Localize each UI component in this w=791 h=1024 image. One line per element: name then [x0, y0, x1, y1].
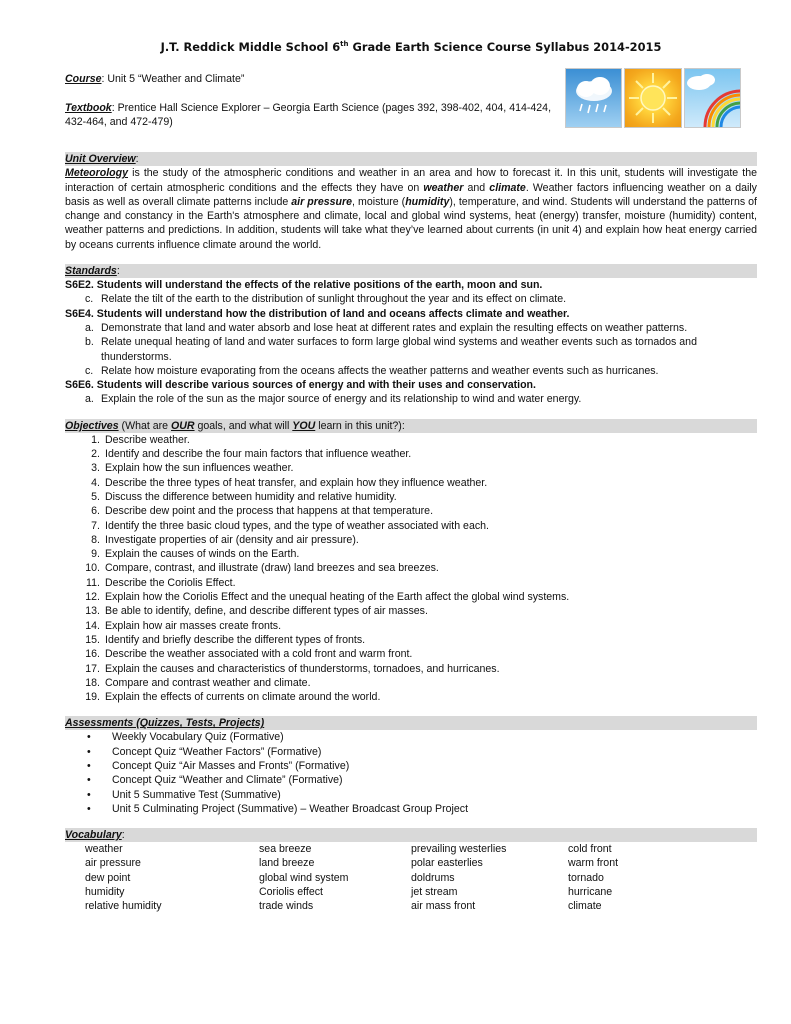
objective-text: Compare, contrast, and illustrate (draw) land breezes and sea breezes. — [105, 562, 439, 575]
assessment-item — [65, 759, 757, 773]
vocab-term: sea breeze — [259, 843, 312, 856]
vocab-term: jet stream — [411, 886, 458, 899]
assessment-text: Concept Quiz “Weather Factors” (Formative) — [112, 745, 322, 758]
objective-number: 13. — [85, 605, 100, 618]
assessment-text: Weekly Vocabulary Quiz (Formative) — [112, 731, 284, 744]
vocab-term: relative humidity — [85, 900, 162, 913]
bullet-icon: • — [87, 745, 91, 758]
objective-number: 18. — [85, 676, 100, 689]
objective-item — [65, 447, 757, 461]
objective-item — [65, 533, 757, 547]
vocab-term: tornado — [568, 871, 604, 884]
vocab-term: climate — [568, 900, 602, 913]
objective-item — [65, 690, 757, 704]
standards-list — [65, 278, 757, 407]
objective-number: 3. — [91, 462, 100, 475]
objective-number: 10. — [85, 562, 100, 575]
vocab-term: global wind system — [259, 871, 349, 884]
objective-text: Identify the three basic cloud types, and the type of weather associated with each. — [105, 519, 489, 532]
objective-text: Describe weather. — [105, 433, 190, 446]
vocabulary-grid — [65, 842, 757, 913]
objective-number: 14. — [85, 619, 100, 632]
vocab-term: hurricane — [568, 886, 613, 899]
bullet-icon: • — [87, 774, 91, 787]
objective-number: 6. — [91, 505, 100, 518]
objective-text: Identify and briefly describe the different types of fronts. — [105, 633, 366, 646]
objective-item — [65, 461, 757, 475]
standard-element: c. Relate the tilt of the earth to the distribution of sunlight throughout the year and its effect on climate. — [85, 293, 567, 306]
bullet-icon: • — [87, 802, 91, 815]
weather-images — [565, 68, 741, 128]
standard-element: a. Demonstrate that land and water absorb and lose heat at different rates and explain the resulting effects on weather patterns. — [85, 321, 688, 334]
objective-number: 19. — [85, 691, 100, 704]
vocab-term: polar easterlies — [411, 857, 483, 870]
assessment-item — [65, 802, 757, 816]
textbook-line: Textbook: Prentice Hall Science Explorer – Georgia Earth Science (pages 392, 398-402, 404, 414-424, 432-464, and 472-479) — [65, 101, 552, 128]
assessment-item — [65, 745, 757, 759]
assessment-text: Concept Quiz “Air Masses and Fronts” (Formative) — [112, 759, 350, 772]
objective-number: 1. — [91, 433, 100, 446]
bullet-icon: • — [87, 759, 91, 772]
vocab-term: weather — [85, 843, 123, 856]
page-title: J.T. Reddick Middle School 6th Grade Earth Science Course Syllabus 2014-2015 — [160, 40, 662, 54]
objective-text: Describe the weather associated with a cold front and warm front. — [105, 648, 413, 661]
objective-item — [65, 433, 757, 447]
objective-text: Explain how air masses create fronts. — [105, 619, 282, 632]
objective-item — [65, 576, 757, 590]
vocabulary-heading: Vocabulary: — [65, 828, 757, 842]
objective-text: Explain how the Coriolis Effect and the unequal heating of the Earth affect the global wind systems. — [105, 591, 570, 604]
objectives-list — [65, 433, 757, 705]
vocab-term: humidity — [85, 886, 125, 899]
syllabus-page — [65, 40, 757, 914]
objective-number: 12. — [85, 591, 100, 604]
objective-text: Explain the causes and characteristics of thunderstorms, tornadoes, and hurricanes. — [105, 662, 500, 675]
assessments-heading: Assessments (Quizzes, Tests, Projects) — [65, 716, 757, 730]
course-info — [65, 72, 757, 152]
vocab-term: cold front — [568, 843, 612, 856]
objective-item — [65, 662, 757, 676]
objective-text: Identify and describe the four main factors that influence weather. — [105, 448, 412, 461]
objective-text: Describe dew point and the process that happens at that temperature. — [105, 505, 434, 518]
objective-number: 15. — [85, 633, 100, 646]
objective-text: Describe the three types of heat transfer, and explain how they influence weather. — [105, 476, 488, 489]
overview-paragraph: Meteorology is the study of the atmospheric conditions and weather in an area and how to forecast it. In this unit, students will investigate the interaction of certain atmospheric conditions and the effects they have on weather and climate. Weather factors influencing weather on a daily basis as well as overall climate patterns include air pressure, moisture (humidity), temperature, and wind. Students will understand the patterns of change and constancy in the Earth's atmosphere and climate, local and global wind systems, heat (energy) transfer, moisture (humidity) content, weather patterns and predictions. In addition, students will take what they’ve learned about currents (in unit 4) and explain how heat energy carried by oceans currents influence climate around the world. — [65, 167, 757, 251]
objective-item — [65, 490, 757, 504]
objective-number: 4. — [91, 476, 100, 489]
vocab-term: air mass front — [411, 900, 476, 913]
objective-item — [65, 476, 757, 490]
assessments-list — [65, 730, 757, 816]
objective-number: 9. — [91, 548, 100, 561]
objective-item — [65, 647, 757, 661]
vocab-term: Coriolis effect — [259, 886, 323, 899]
objective-number: 7. — [91, 519, 100, 532]
objective-item — [65, 604, 757, 618]
overview-heading: Unit Overview: — [65, 152, 757, 166]
objective-text: Compare and contrast weather and climate. — [105, 676, 311, 689]
objective-text: Explain the effects of currents on climate around the world. — [105, 691, 381, 704]
objective-text: Investigate properties of air (density and air pressure). — [105, 533, 359, 546]
sun-icon — [624, 68, 681, 128]
objective-item — [65, 676, 757, 690]
objective-item — [65, 561, 757, 575]
objective-number: 2. — [91, 448, 100, 461]
objective-item — [65, 504, 757, 518]
objective-item — [65, 547, 757, 561]
vocab-term: trade winds — [259, 900, 314, 913]
objective-number: 17. — [85, 662, 100, 675]
objective-item — [65, 519, 757, 533]
objective-text: Discuss the difference between humidity and relative humidity. — [105, 490, 397, 503]
assessment-text: Unit 5 Culminating Project (Summative) – Weather Broadcast Group Project — [112, 802, 469, 815]
objective-item — [65, 633, 757, 647]
assessment-item — [65, 773, 757, 787]
objective-number: 8. — [91, 533, 100, 546]
objective-text: Explain how the sun influences weather. — [105, 462, 294, 475]
vocab-term: prevailing westerlies — [411, 843, 507, 856]
assessment-text: Concept Quiz “Weather and Climate” (Formative) — [112, 774, 343, 787]
bullet-icon: • — [87, 788, 91, 801]
objective-item — [65, 590, 757, 604]
bullet-icon: • — [87, 731, 91, 744]
objectives-heading: Objectives (What are OUR goals, and what will YOU learn in this unit?): — [65, 419, 757, 433]
objective-number: 16. — [85, 648, 100, 661]
standard-title: S6E6. Students will describe various sources of energy and with their uses and conservation. — [65, 379, 536, 392]
standard-element: c. Relate how moisture evaporating from the oceans affects the weather patterns and weather events such as hurricanes. — [85, 364, 659, 377]
objective-item — [65, 619, 757, 633]
assessment-text: Unit 5 Summative Test (Summative) — [112, 788, 281, 801]
assessment-item — [65, 788, 757, 802]
standard-element: a. Explain the role of the sun as the major source of energy and its relationship to wind and water energy. — [85, 393, 582, 406]
standard-element: b. Relate unequal heating of land and water surfaces to form large global wind systems and weather events such as tornados and thunderstorms. — [85, 336, 697, 363]
objective-text: Explain the causes of winds on the Earth. — [105, 548, 300, 561]
rainbow-icon — [684, 68, 741, 128]
vocab-term: warm front — [568, 857, 619, 870]
vocab-term: land breeze — [259, 857, 315, 870]
rain-cloud-icon — [565, 68, 622, 128]
standard-title: S6E4. Students will understand how the distribution of land and oceans affects climate and weather. — [65, 307, 570, 320]
vocab-term: doldrums — [411, 871, 455, 884]
course-line: Course: Unit 5 “Weather and Climate” — [65, 73, 245, 86]
objective-text: Be able to identify, define, and describe different types of air masses. — [105, 605, 428, 618]
objective-number: 5. — [91, 490, 100, 503]
standard-title: S6E2. Students will understand the effects of the relative positions of the earth, moon and sun. — [65, 279, 543, 292]
objective-text: Describe the Coriolis Effect. — [105, 576, 236, 589]
vocab-term: air pressure — [85, 857, 141, 870]
vocab-term: dew point — [85, 871, 131, 884]
assessment-item — [65, 730, 757, 744]
standards-heading: Standards: — [65, 264, 757, 278]
objective-number: 11. — [86, 576, 100, 589]
